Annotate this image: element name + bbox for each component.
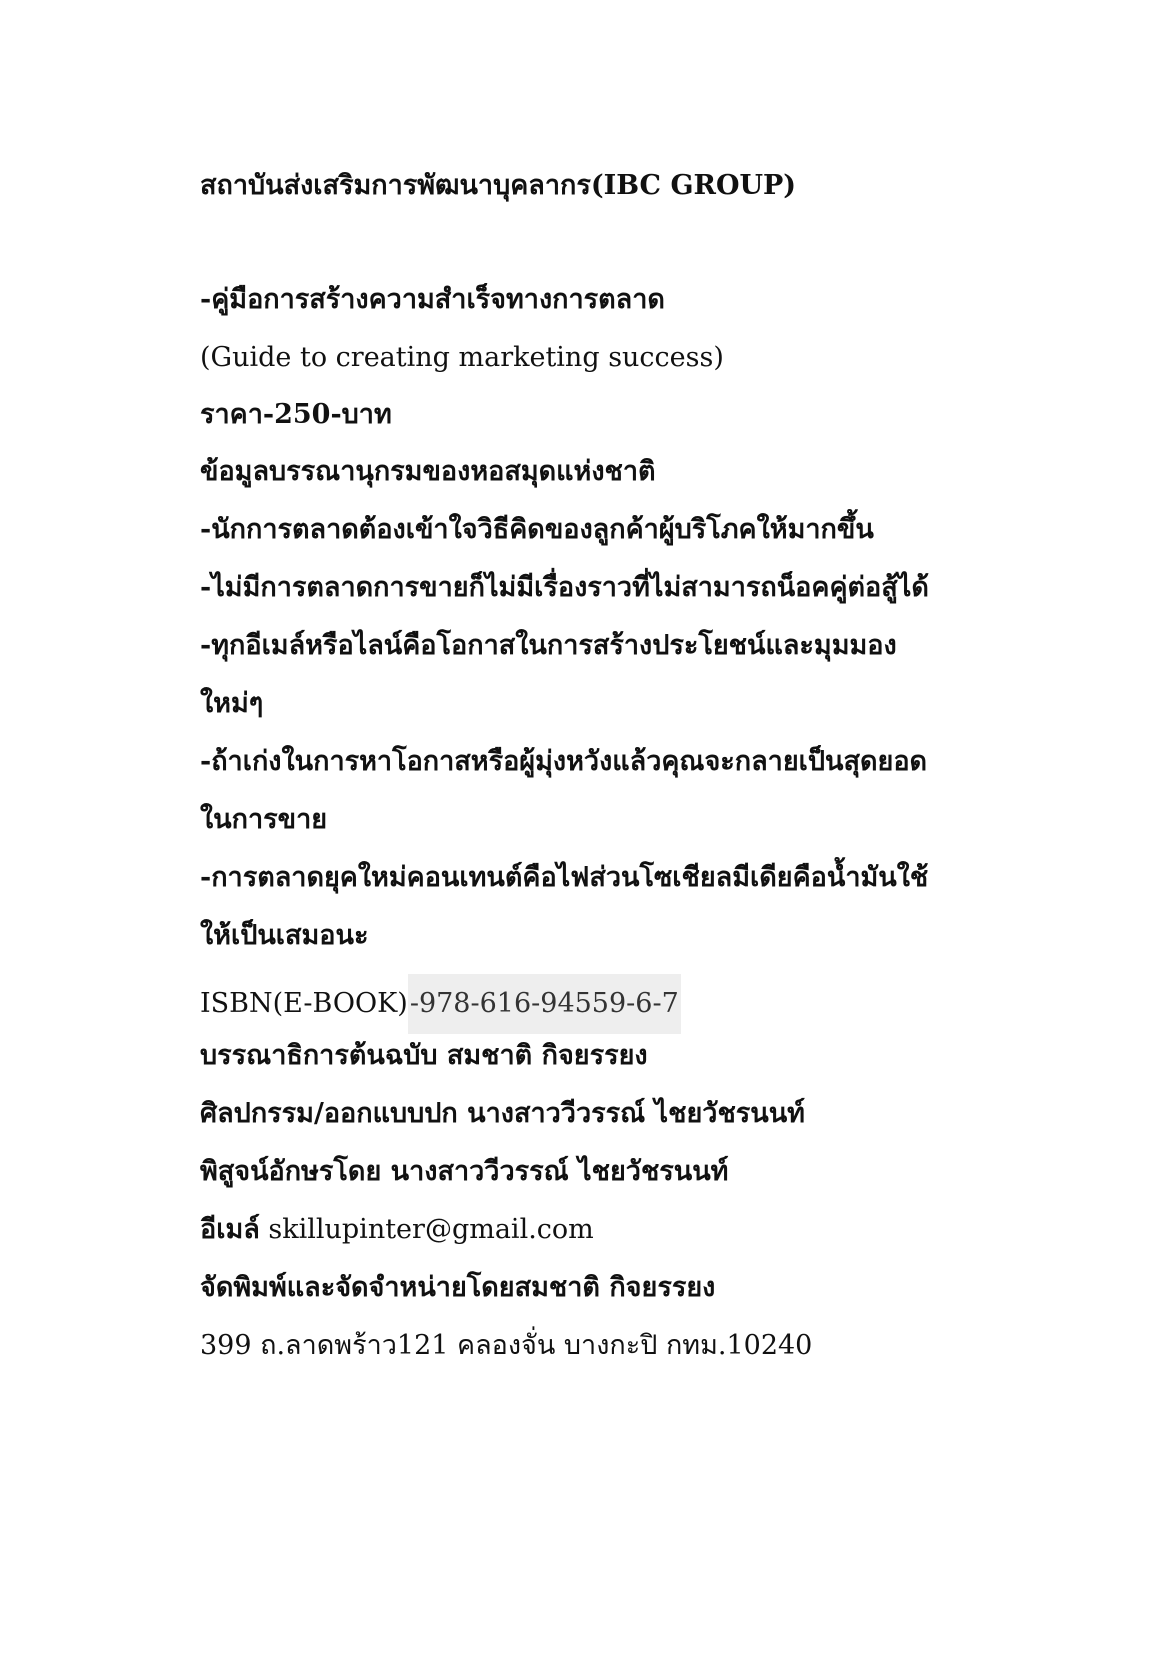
point-5: -การตลาดยุคใหม่คอนเทนต์คือไฟส่วนโซเชียลมีเดียคือน้ำมันใช้ — [200, 862, 929, 893]
proofreading-credit: พิสูจน์อักษรโดย นางสาววีวรรณ์ ไชยวัชรนนท์ — [200, 1156, 729, 1187]
email-address: skillupinter@gmail.com — [268, 1214, 594, 1245]
point-3-continued: ใหม่ๆ — [200, 688, 264, 719]
point-4: -ถ้าเก่งในการหาโอกาสหรือผู้มุ่งหวังแล้วคุณจะกลายเป็นสุดยอด — [200, 746, 928, 777]
book-title-english: (Guide to creating marketing success) — [200, 342, 724, 373]
point-1: -นักการตลาดต้องเข้าใจวิธีคิดของลูกค้าผู้บริโภคให้มากขึ้น — [200, 514, 874, 545]
catalog-heading: ข้อมูลบรรณานุกรมของหอสมุดแห่งชาติ — [200, 456, 656, 487]
point-2: -ไม่มีการตลาดการขายก็ไม่มีเรื่องราวที่ไม่สามารถน็อคคู่ต่อสู้ได้ — [200, 572, 929, 603]
email-label: อีเมล์ — [200, 1214, 260, 1245]
isbn-label: ISBN(E-BOOK) — [200, 988, 408, 1019]
art-credit: ศิลปกรรม/ออกแบบปก นางสาววีวรรณ์ ไชยวัชรนนท์ — [200, 1098, 805, 1129]
point-5-continued: ให้เป็นเสมอนะ — [200, 920, 369, 951]
book-title-thai: -คู่มือการสร้างความสำเร็จทางการตลาด — [200, 284, 665, 315]
email-line — [200, 1210, 594, 1250]
publisher-credit: จัดพิมพ์และจัดจำหน่ายโดยสมชาติ กิจยรรยง — [200, 1272, 716, 1303]
isbn-line — [200, 974, 681, 1034]
isbn-value: -978-616-94559-6-7 — [408, 974, 681, 1034]
publisher-address: 399 ถ.ลาดพร้าว121 คลองจั่น บางกะปิ กทม.10240 — [200, 1330, 813, 1361]
point-3: -ทุกอีเมล์หรือไลน์คือโอกาสในการสร้างประโยชน์และมุมมอง — [200, 630, 897, 661]
institute-name: สถาบันส่งเสริมการพัฒนาบุคลากร(IBC GROUP) — [200, 170, 797, 201]
point-4-continued: ในการขาย — [200, 804, 328, 835]
editor-credit: บรรณาธิการต้นฉบับ สมชาติ กิจยรรยง — [200, 1040, 648, 1071]
price: ราคา-250-บาท — [200, 399, 392, 430]
